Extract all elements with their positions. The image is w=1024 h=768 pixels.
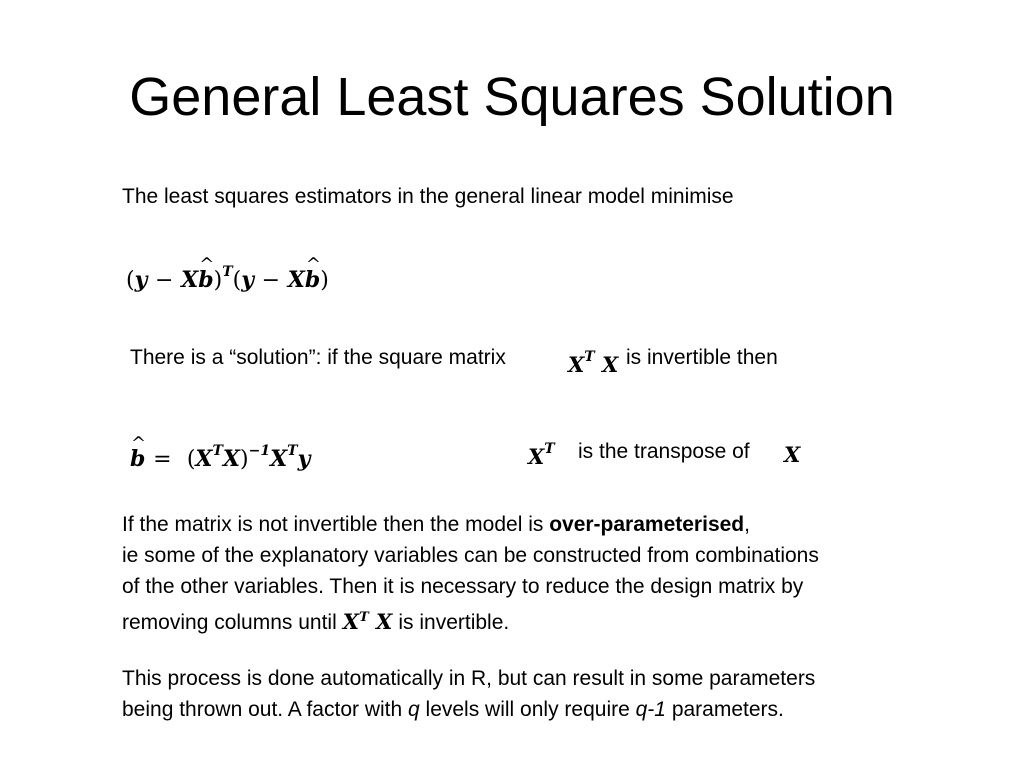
para2-line1: This process is done automatically in R, but can result in some parameters [122, 667, 816, 690]
x-equation: X [784, 442, 801, 467]
slide-title: General Least Squares Solution [129, 67, 895, 127]
para2-line2: being thrown out. A factor with q levels will only require q-1 parameters. [122, 698, 784, 721]
solution-prefix: There is a “solution”: if the square matrix [130, 346, 506, 369]
paragraph-overparameterised [122, 509, 819, 638]
solution-equation: ^ $b = (X^TX)^{-1}X^Ty$ [130, 436, 310, 475]
para1-line4: removing columns until $X^T$ X is invertible. [122, 609, 510, 634]
objective-equation: (y − X^ b)$^T$(y − X^ b) [126, 257, 329, 296]
xt-equation: $X^T$ [528, 441, 555, 469]
paragraph-r-process [122, 663, 815, 725]
xtx-inline-equation: $X^T$ X [568, 349, 619, 377]
transpose-note: is the transpose of [578, 440, 750, 463]
para1-line2: ie some of the explanatory variables can be constructed from combinations [122, 544, 819, 567]
para1-line3: of the other variables. Then it is necessary to reduce the design matrix by [122, 575, 804, 598]
solution-suffix: is invertible then [626, 346, 778, 369]
intro-text: The least squares estimators in the general linear model minimise [122, 185, 734, 208]
para1-line1: If the matrix is not invertible then the model is over-parameterised, [122, 513, 750, 536]
